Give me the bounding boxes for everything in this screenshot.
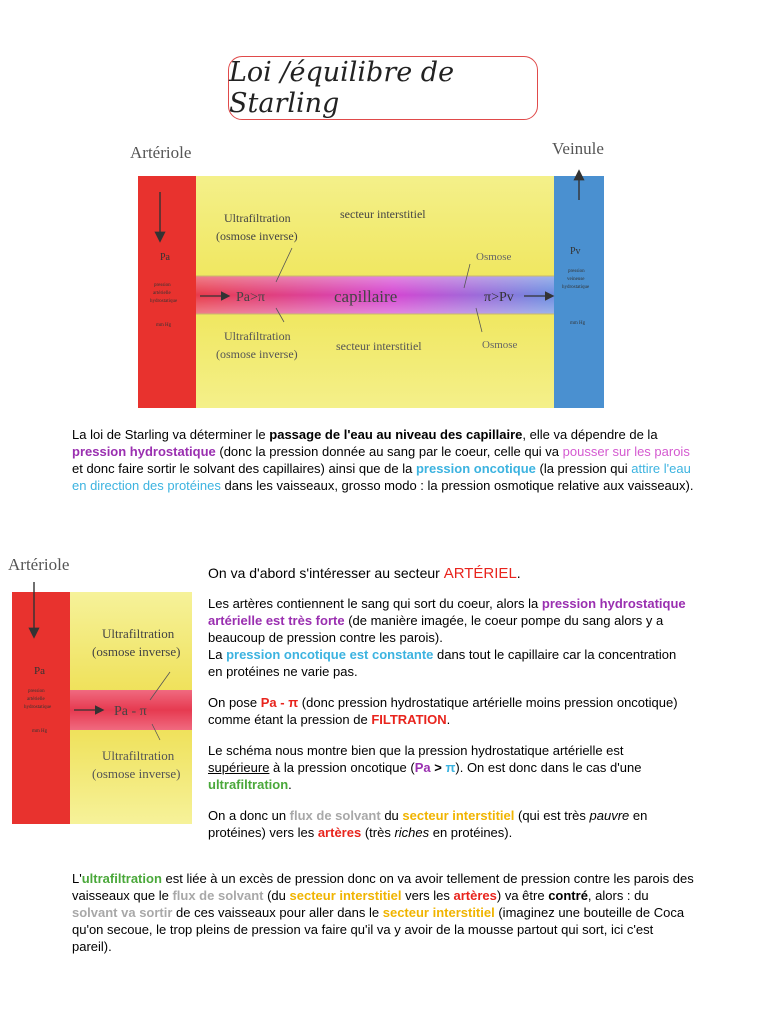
right-column: [208, 564, 686, 841]
text-span: à la pression oncotique (: [269, 760, 415, 775]
text-span: (du: [263, 888, 290, 903]
text-span: et donc faire sortir le solvant des capillaires) ainsi que de la: [72, 461, 416, 476]
text-span: (très: [361, 825, 395, 840]
text-span: (qui est très: [514, 808, 590, 823]
pa-desc-3: hydrostatique: [150, 299, 178, 304]
text-span: pauvre: [589, 808, 630, 823]
pa2-desc-3: hydrostatique: [24, 705, 52, 710]
text-span: solvant va sortir: [72, 905, 173, 920]
text-span: On a donc un: [208, 808, 290, 823]
osmose-top: Osmose: [476, 251, 512, 263]
bottom-paragraph: [72, 870, 696, 955]
pa-desc-4: mm Hg: [156, 323, 172, 328]
text-span: pression oncotique est constante: [226, 647, 434, 662]
text-span: π: [445, 760, 456, 775]
text-span: .: [516, 565, 521, 581]
text-span: (de manière imagée, le coeur pompe du sang alors y a beaucoup de pression contre les parois).: [208, 613, 664, 645]
text-span: On va d'abord s'intéresser au secteur: [208, 565, 444, 581]
ultrafiltration-bottom-2: Ultrafiltration: [102, 748, 175, 763]
text-span: (donc pression hydrostatique artérielle moins pression oncotique) comme étant la pression de: [208, 695, 678, 727]
text-span: Les artères contiennent le sang qui sort du coeur, alors la: [208, 596, 542, 611]
pv-label: Pv: [570, 246, 581, 257]
paragraph: [208, 564, 686, 583]
text-span: dans tout le capillaire car la concentration en protéines ne varie pas.: [208, 647, 677, 679]
text-span: flux de solvant: [289, 808, 381, 823]
arteriole-label: Artériole: [130, 143, 192, 162]
text-span: flux de solvant: [172, 888, 264, 903]
ultrafiltration-bottom: Ultrafiltration: [224, 329, 291, 343]
text-span: Le schéma nous montre bien que la pression hydrostatique artérielle est: [208, 743, 624, 758]
text-span: pression oncotique: [415, 461, 536, 476]
veinule-label: Veinule: [552, 139, 604, 158]
arterial-diagram: [6, 552, 196, 824]
intro-paragraph: [72, 426, 694, 494]
text-span: Pa - π: [260, 695, 299, 710]
arteriole-label-2: Artériole: [8, 555, 70, 574]
capillaire-label: capillaire: [334, 287, 398, 306]
paragraph: [208, 742, 686, 793]
text-span: (donc la pression donnée au sang par le coeur, celle qui va: [215, 444, 563, 459]
osmose-inverse-bottom: (osmose inverse): [216, 347, 298, 361]
text-span: On pose: [208, 695, 261, 710]
text-span: (la pression qui: [535, 461, 632, 476]
text-span: .: [446, 712, 451, 727]
text-span: ) va être: [496, 888, 549, 903]
osmose-inverse-top: (osmose inverse): [216, 229, 298, 243]
paragraph: [208, 694, 686, 728]
text-span: artères: [317, 825, 362, 840]
text-span: secteur interstitiel: [382, 905, 495, 920]
paragraph: [208, 807, 686, 841]
pv-desc-1: pression: [568, 269, 585, 274]
text-span: du: [380, 808, 403, 823]
text-span: de ces vaisseaux pour aller dans le: [172, 905, 383, 920]
osmose-inverse-top-2: (osmose inverse): [92, 644, 181, 659]
text-span: vers les: [401, 888, 454, 903]
pv-desc-4: mm Hg: [570, 321, 586, 326]
starling-diagram: [124, 136, 620, 408]
text-span: ultrafiltration: [208, 777, 289, 792]
ultrafiltration-top: Ultrafiltration: [224, 211, 291, 225]
pa2-desc-4: mm Hg: [32, 729, 48, 734]
text-span: , elle va dépendre de la: [522, 427, 658, 442]
text-span: Pa: [414, 760, 431, 775]
osmose-inverse-bottom-2: (osmose inverse): [92, 766, 181, 781]
ultrafiltration-top-2: Ultrafiltration: [102, 626, 175, 641]
text-span: en protéines).: [429, 825, 513, 840]
pa-desc-1: pression: [154, 283, 171, 288]
pa-label-2: Pa: [34, 665, 45, 677]
text-span: (imaginez une bouteille de Coca qu'on secoue, le trop pleins de pression va faire qu'il va y avoir de la mousse partout qui sort, ici c'est pareil).: [72, 905, 685, 954]
text-span: dans les vaisseaux, grosso modo : la pression osmotique relative aux vaisseaux).: [220, 478, 694, 493]
text-span: secteur interstitiel: [289, 888, 402, 903]
text-span: attire l'eau en direction des protéines: [72, 461, 691, 493]
text-span: riches: [394, 825, 430, 840]
text-span: supérieure: [208, 760, 270, 775]
page-title: Loi /équilibre de Starling: [229, 57, 455, 119]
text-span: en protéines) vers les: [208, 808, 648, 840]
text-span: FILTRATION: [371, 712, 447, 727]
pa2-desc-2: artérielle: [27, 697, 45, 702]
pa-minus-pi: Pa - π: [114, 704, 147, 719]
pv-desc-3: hydrostatique: [562, 285, 590, 290]
text-span: ultrafiltration: [81, 871, 162, 886]
text-span: ARTÉRIEL: [443, 565, 517, 582]
pa-gt-pi: Pa>π: [236, 290, 265, 305]
paragraph: [208, 595, 686, 680]
text-span: , alors : du: [587, 888, 649, 903]
text-span: pression hydrostatique artérielle est très forte: [208, 596, 686, 628]
text-span: pression hydrostatique: [72, 444, 216, 459]
text-span: pousser sur les parois: [562, 444, 690, 459]
text-span: La loi de Starling va déterminer le: [72, 427, 270, 442]
title-box: [228, 56, 538, 120]
pa-label: Pa: [160, 252, 170, 263]
pi-gt-pv: π>Pv: [484, 290, 514, 305]
text-span: L': [72, 871, 82, 886]
secteur-interstitiel-top: secteur interstitiel: [340, 207, 426, 221]
text-span: passage de l'eau au niveau des capillaire: [269, 427, 523, 442]
text-span: artères: [453, 888, 497, 903]
pa2-desc-1: pression: [28, 689, 45, 694]
text-span: contré: [548, 888, 588, 903]
text-span: secteur interstitiel: [402, 808, 515, 823]
pv-desc-2: veineuse: [567, 277, 585, 282]
text-span: est liée à un excès de pression donc on va avoir tellement de pression contre les parois des vaisseaux que le: [72, 871, 694, 903]
osmose-bottom: Osmose: [482, 339, 518, 351]
pa-desc-2: artérielle: [153, 291, 171, 296]
secteur-interstitiel-bottom: secteur interstitiel: [336, 339, 422, 353]
text-span: ). On est donc dans le cas d'une: [455, 760, 642, 775]
text-span: .: [288, 777, 292, 792]
text-span: La: [208, 647, 227, 662]
text-span: >: [430, 760, 446, 775]
